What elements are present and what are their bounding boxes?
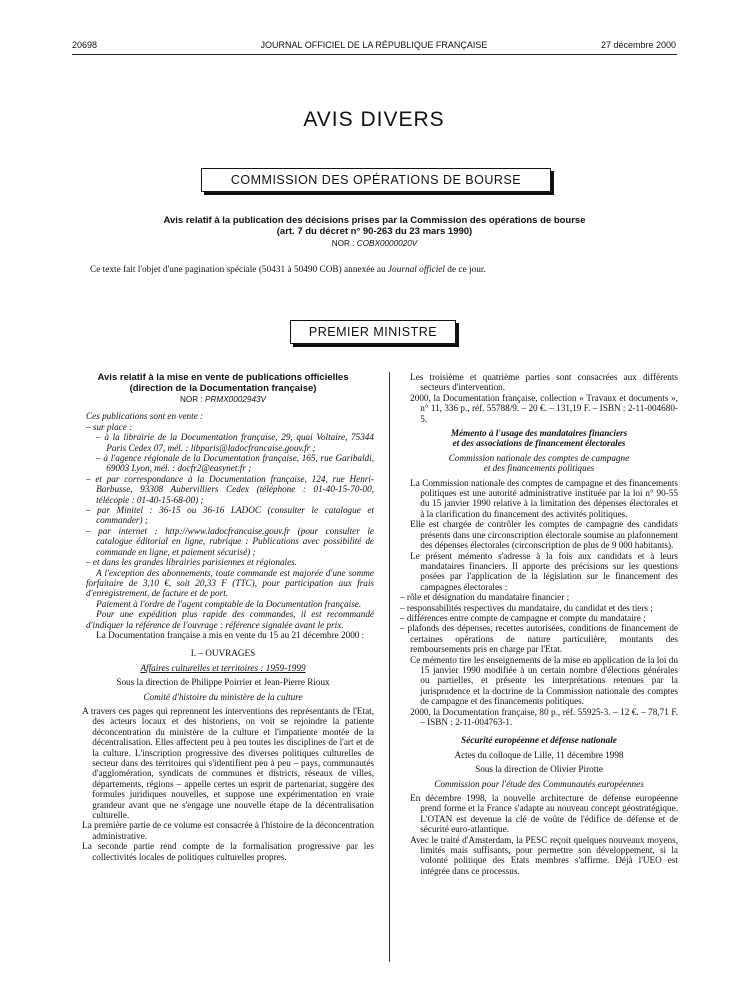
cob-avis-title xyxy=(72,215,677,248)
sales-onsite: – sur place : xyxy=(86,421,133,432)
page-number: 20698 xyxy=(72,40,98,50)
nor-label: NOR : xyxy=(331,239,357,248)
affaires-heading: Affaires culturelles et territoires : 1959-1999 xyxy=(140,662,306,673)
affaires-comite: Comité d'histoire du ministère de la culture xyxy=(143,691,303,702)
cob-avis-line2: (art. 7 du décret n° 90-263 du 23 mars 1990) xyxy=(276,226,473,237)
affaires-direction: Sous la direction de Philippe Poirrier et Jean-Pierre Rioux xyxy=(116,677,330,688)
nor-code: COBX0000020V xyxy=(356,239,418,248)
memento-commission-2: et des financements politiques xyxy=(483,463,595,474)
memento-bullet-4: – plafonds des dépenses, recettes autorisées, conditions de financement de certaines opérations de nature particulière, montants des remboursements pris en charge par l'Etat. xyxy=(400,623,678,655)
column-divider xyxy=(389,372,390,962)
left-avis-title-1: Avis relatif à la mise en vente de publications officielles xyxy=(97,372,349,383)
securite-actes: Actes du colloque de Lille, 11 décembre 1998 xyxy=(454,749,624,760)
sales-internet: – par internet : http://www.ladocfrancaise.gouv.fr (pour consulter le catalogue éditorial en ligne, rubrique : Publications avec possibilité de commande en ligne, et paiement sécurisé) ; xyxy=(86,525,374,557)
securite-direction: Sous la direction de Olivier Pirotte xyxy=(475,764,603,775)
nor-label: NOR : xyxy=(179,395,206,404)
sales-reference: Pour une expédition plus rapide des commandes, il est recommandé d'indiquer la référence de l'ouvrage : référence signalée avant le prix. xyxy=(86,609,374,630)
affaires-reference: 2000, la Documentation française, collection « Travaux et documents », n° 11, 336 p., réf. 55788/9. – 20 €. – 131,19 F. – ISBN : 2-11-004680-5. xyxy=(410,392,678,424)
cob-text-end: de ce jour. xyxy=(444,265,486,275)
header-rule xyxy=(72,54,677,55)
sales-minitel: – par Minitel : 36-15 ou 36-16 LADOC (consulter le catalogue et commander) ; xyxy=(86,505,374,526)
securite-p1: En décembre 1998, la nouvelle architecture de défense européenne prend forme et la France s'adapte au nouveau concept géostratégique. L'OTAN est devenue la clé de voûte de l'édifice de défense et de sécurité euro-atlantique. xyxy=(410,793,678,835)
sales-block xyxy=(72,411,374,630)
securite-p2: Avec le traité d'Amsterdam, la PESC reçoit quelques nouveaux moyens, limités mais suffisants, pour permettre son développement, si la volonté politique des Etats membres s'affirme. Déjà l'UEO est intégrée dans ce processus. xyxy=(410,834,678,876)
cob-text xyxy=(90,265,680,275)
right-column xyxy=(400,372,678,876)
cob-avis-line1: Avis relatif à la publication des décisions prises par la Commission des opérations de bourse xyxy=(163,215,586,226)
section-title: AVIS DIVERS xyxy=(303,108,445,131)
memento-p4: Ce mémento tire les enseignements de la mise en application de la loi du 15 janvier 1990 modifiée à un certain nombre d'élections générales ou partielles, et présente les interprétations retenues par la jurisprudence et la doctrine de la Commission nationale des comptes de campagne et des financements politiques. xyxy=(410,654,678,707)
memento-p3: Le présent mémento s'adresse à la fois aux candidats et à leurs mandataires financiers. Il apporte des précisions sur les questions posées par l'application de la législation sur le financement des campagnes électorales : xyxy=(410,550,678,592)
ouvrages-heading: I. – OUVRAGES xyxy=(190,648,256,659)
left-avis-title-2: (direction de la Documentation française) xyxy=(129,383,317,394)
sales-lyon: – à l'agence régionale de la Documentation française, 165, rue Garibaldi, 69003 Lyon, mél. : docfr2@easynet.fr ; xyxy=(96,453,374,474)
memento-p2: Elle est chargée de contrôler les comptes de campagne des candidats présents dans une circonscription électorale soumise au plafonnement des dépenses électorales (circonscription de plus de 9 000 habitants). xyxy=(410,519,678,551)
sales-surcharge: A l'exception des abonnements, toute commande est majorée d'une somme forfaitaire de 3,10 €, soit 20,33 F (TTC), pour participation aux frais d'enregistrement, de facture et de port. xyxy=(86,567,374,599)
journal-title: JOURNAL OFFICIEL DE LA RÉPUBLIQUE FRANÇAISE xyxy=(260,40,488,50)
memento-p1: La Commission nationale des comptes de campagne et des financements politiques est une autorité administrative instituée par la loi n° 90-55 du 15 janvier 1990 relative à la limitation des dépenses électorales et à la clarification du financement des activités politiques. xyxy=(410,477,678,519)
sales-shops: – et dans les grandes librairies parisiennes et régionales. xyxy=(86,557,298,568)
affaires-parts-3-4: Les troisième et quatrième parties sont consacrées aux différents secteurs d'intervention. xyxy=(410,372,678,393)
memento-heading-2: et des associations de financement électorales xyxy=(452,438,626,449)
memento-reference: 2000, la Documentation française, 80 p., réf. 55925-3. – 12 €. – 78,71 F. – ISBN : 2-11-004763-1. xyxy=(410,706,678,727)
left-nor xyxy=(72,395,374,405)
securite-heading: Sécurité européenne et défense nationale xyxy=(461,735,617,746)
affaires-part2: La seconde partie rend compte de la formalisation progressive par les collectivités locales de politiques culturelles propres. xyxy=(82,841,374,862)
memento-bullet-3: – différences entre compte de campagne et compte du mandataire ; xyxy=(400,612,646,623)
sales-payment: Paiement à l'ordre de l'agent comptable de la Documentation française. xyxy=(96,598,362,609)
securite-commission: Commission pour l'étude des Communautés européennes xyxy=(434,778,644,789)
cob-box-title: COMMISSION DES OPÉRATIONS DE BOURSE xyxy=(201,168,551,192)
cob-text-start: Ce texte fait l'objet d'une pagination spéciale (50431 à 50490 COB) annexée au xyxy=(90,265,388,275)
memento-commission-1: Commission nationale des comptes de campagne xyxy=(448,452,630,463)
nor-code: PRMX0002943V xyxy=(205,395,267,404)
affaires-part1: La première partie de ce volume est consacrée à l'histoire de la déconcentration administrative. xyxy=(82,820,374,841)
memento-bullet-1: – rôle et désignation du mandataire financier ; xyxy=(400,592,570,603)
premier-ministre-box: PREMIER MINISTRE xyxy=(290,320,456,344)
sales-paris: – à la librairie de la Documentation française, 29, quai Voltaire, 75344 Paris Cedex 07, mél. : libparis@ladocfrancaise.gouv.fr ; xyxy=(96,432,374,453)
cob-nor xyxy=(72,239,677,248)
sales-intro: Ces publications sont en vente : xyxy=(86,411,204,422)
memento-bullet-2: – responsabilités respectives du mandataire, du candidat et des tiers ; xyxy=(400,602,653,613)
affaires-description: A travers ces pages qui reprennent les interventions des représentants de l'Etat, des acteurs locaux et des historiens, on voit se rejoindre la patiente déconcentration du ministère de la culture et l'impatiente montée de la décentralisation. Elles affectent peu à peu toutes les disciplines de l'art et de la culture. L'inscription progressive des diverses politiques culturelles de secteur dans des territoires qui s'identifient peu à peu – pays, communautés d'agglomération, syndicats de communes et districts, réseaux de villes, départements, régions – appelle certes un esprit de partenariat, suggère des formules juridiques nouvelles, et suppose une expérimentation en vraie grandeur avant que ne s'engage une nouvelle étape de la décentralisation culturelle. xyxy=(82,705,374,821)
sales-period: La Documentation française a mis en vente du 15 au 21 décembre 2000 : xyxy=(96,629,365,640)
issue-date: 27 décembre 2000 xyxy=(600,40,676,50)
left-column xyxy=(72,372,374,862)
sales-mail: – et par correspondance à la Documentation française, 124, rue Henri-Barbusse, 93308 Aubervilliers Cedex (téléphone : 01-40-15-70-00, télécopie : 01-40-15-68-00) ; xyxy=(86,473,374,505)
cob-text-journal: Journal officiel xyxy=(387,265,445,275)
memento-heading-1: Mémento à l'usage des mandataires financiers xyxy=(450,428,628,439)
